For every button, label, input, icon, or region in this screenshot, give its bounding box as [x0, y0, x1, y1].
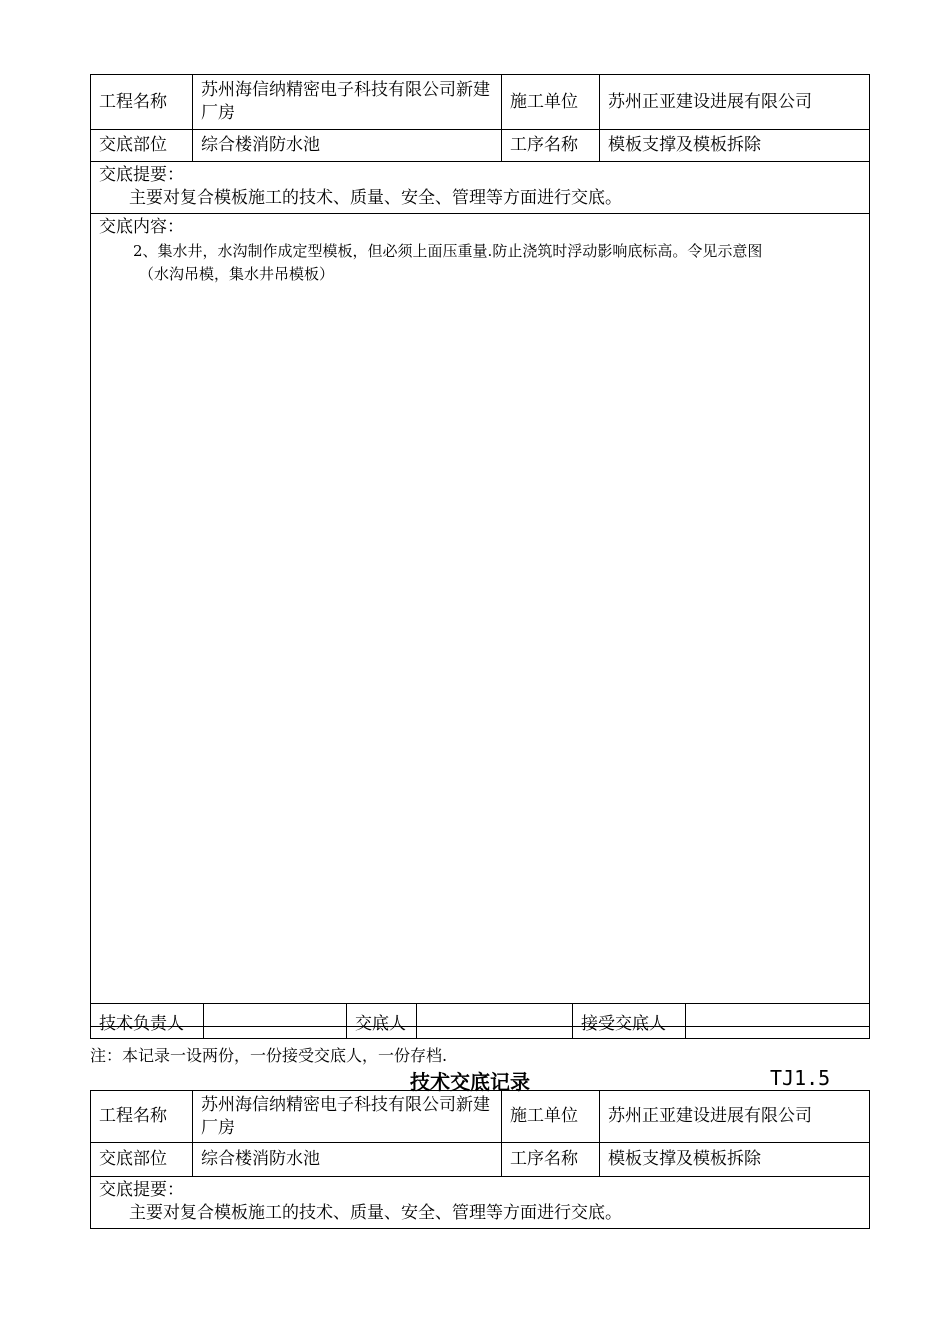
location-label: 交底部位	[91, 1143, 193, 1177]
tech-lead-label: 技术负责人	[91, 1004, 204, 1039]
discloser-field[interactable]	[417, 1004, 573, 1039]
disclosure-record-table-2	[90, 1090, 870, 1229]
footnote: 注：本记录一设两份，一份接受交底人，一份存档.	[90, 1046, 448, 1065]
summary-cell	[91, 1177, 870, 1229]
discloser-label: 交底人	[347, 1004, 417, 1039]
content-cell	[91, 214, 870, 1027]
project-name-value: 苏州海信纳精密电子科技有限公司新建厂房	[193, 1091, 502, 1143]
content-line-2: （水沟吊模，集水井吊模板）	[139, 265, 335, 283]
project-name-value: 苏州海信纳精密电子科技有限公司新建厂房	[193, 75, 502, 130]
summary-label: 交底提要：	[99, 1180, 184, 1200]
contractor-value: 苏州正亚建设进展有限公司	[600, 1091, 870, 1143]
receiver-label: 接受交底人	[573, 1004, 686, 1039]
contractor-value: 苏州正亚建设进展有限公司	[600, 75, 870, 130]
content-line-1: 2、集水井，水沟制作成定型模板，但必须上面压重量.防止浇筑时浮动影响底标高。令见示意图	[133, 242, 763, 260]
project-name-label: 工程名称	[91, 1091, 193, 1143]
summary-label: 交底提要：	[99, 165, 184, 185]
disclosure-record-table-1	[90, 74, 870, 1027]
receiver-field[interactable]	[686, 1004, 870, 1039]
signature-row	[90, 1003, 870, 1039]
summary-text: 主要对复合模板施工的技术、质量、安全、管理等方面进行交底。	[129, 1203, 622, 1223]
summary-cell	[91, 162, 870, 214]
process-value: 模板支撑及模板拆除	[600, 130, 870, 162]
process-value: 模板支撑及模板拆除	[600, 1143, 870, 1177]
process-label: 工序名称	[502, 130, 600, 162]
contractor-label: 施工单位	[502, 1091, 600, 1143]
project-name-label: 工程名称	[91, 75, 193, 130]
process-label: 工序名称	[502, 1143, 600, 1177]
summary-text: 主要对复合模板施工的技术、质量、安全、管理等方面进行交底。	[129, 188, 622, 208]
tech-lead-field[interactable]	[204, 1004, 347, 1039]
location-value: 综合楼消防水池	[193, 130, 502, 162]
location-label: 交底部位	[91, 130, 193, 162]
record-title: 技术交底记录	[410, 1070, 530, 1094]
record-code: TJ1.5	[770, 1066, 831, 1090]
content-label: 交底内容：	[99, 217, 184, 237]
location-value: 综合楼消防水池	[193, 1143, 502, 1177]
contractor-label: 施工单位	[502, 75, 600, 130]
